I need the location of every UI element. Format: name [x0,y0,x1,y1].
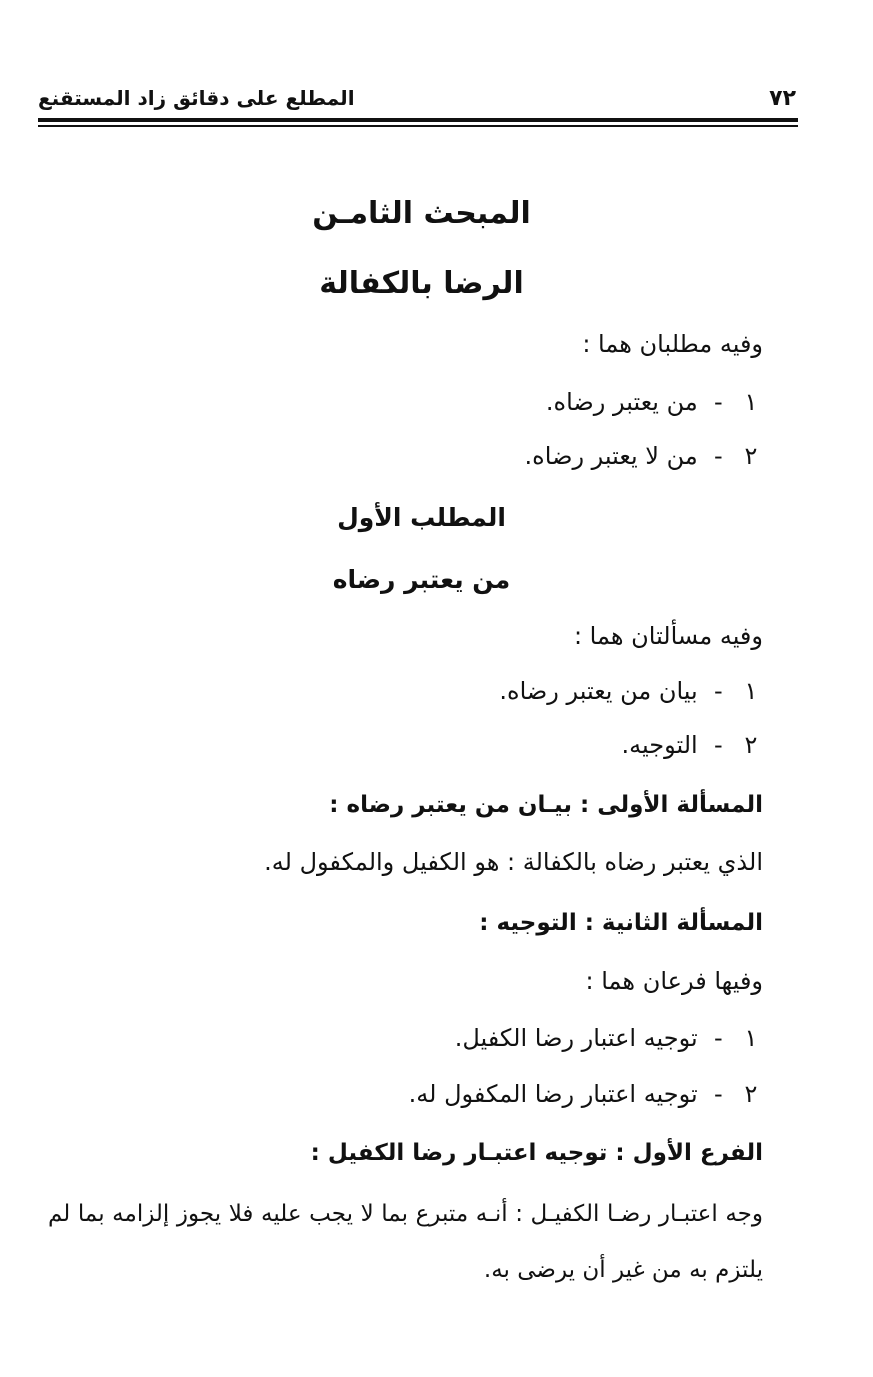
far-1-body: وجه اعتبـار رضـا الكفيـل : أنـه متبرع بما لا يجب عليه فلا يجوز إلزامه بما لم يلتزم به من غير أن يرضى به. [48,1201,763,1283]
header-rule-thick [38,118,798,122]
list-item-text: التوجيه. [621,731,698,759]
list-item-number: ٢ [744,731,758,759]
list-item-number: ٢ [744,1080,758,1108]
list-item [622,731,763,759]
list-item-dash: - [714,677,723,705]
list-item-text: من يعتبر رضاه. [545,388,698,416]
masala-2-intro: وفيها فرعان هما : [585,967,763,995]
list-item-number: ١ [744,677,758,705]
intro-text: وفيه مطلبان هما : [582,330,763,358]
header-rule-thin [38,125,798,127]
masala-1-title: المسألة الأولى : بيـان من يعتبر رضاه : [329,792,763,818]
topic-heading: الرضا بالكفالة [319,266,524,301]
list-item-text: بيان من يعتبر رضاه. [499,677,698,705]
list-item-number: ٢ [744,442,758,470]
list-item [455,1024,763,1052]
masala-2-title: المسألة الثانية : التوجيه : [479,910,763,936]
list-item-number: ١ [744,1024,758,1052]
list-item-text: توجيه اعتبار رضا الكفيل. [454,1024,698,1052]
list-item-dash: - [714,442,723,470]
matlab-subtitle: من يعتبر رضاه [332,565,511,594]
list-item-dash: - [714,1024,723,1052]
list-item [546,388,763,416]
matlab-intro: وفيه مسألتان هما : [573,622,763,650]
list-item-text: من لا يعتبر رضاه. [524,442,698,470]
masala-1-body: الذي يعتبر رضاه بالكفالة : هو الكفيل والمكفول له. [264,848,763,876]
list-item-dash: - [714,388,723,416]
list-item-dash: - [714,1080,723,1108]
list-item-text: توجيه اعتبار رضا المكفول له. [408,1080,698,1108]
book-title: المطلع على دقائق زاد المستقنع [38,86,355,110]
list-item-dash: - [714,731,723,759]
section-heading: المبحث الثامـن [312,196,531,231]
list-item [525,442,763,470]
list-item [499,677,763,705]
running-header [38,86,796,112]
list-item-number: ١ [744,388,758,416]
list-item [409,1080,763,1108]
page-number: ٧٢ [769,86,796,111]
far-1-title: الفرع الأول : توجيه اعتبـار رضا الكفيل : [310,1140,763,1166]
matlab-title: المطلب الأول [337,503,506,532]
